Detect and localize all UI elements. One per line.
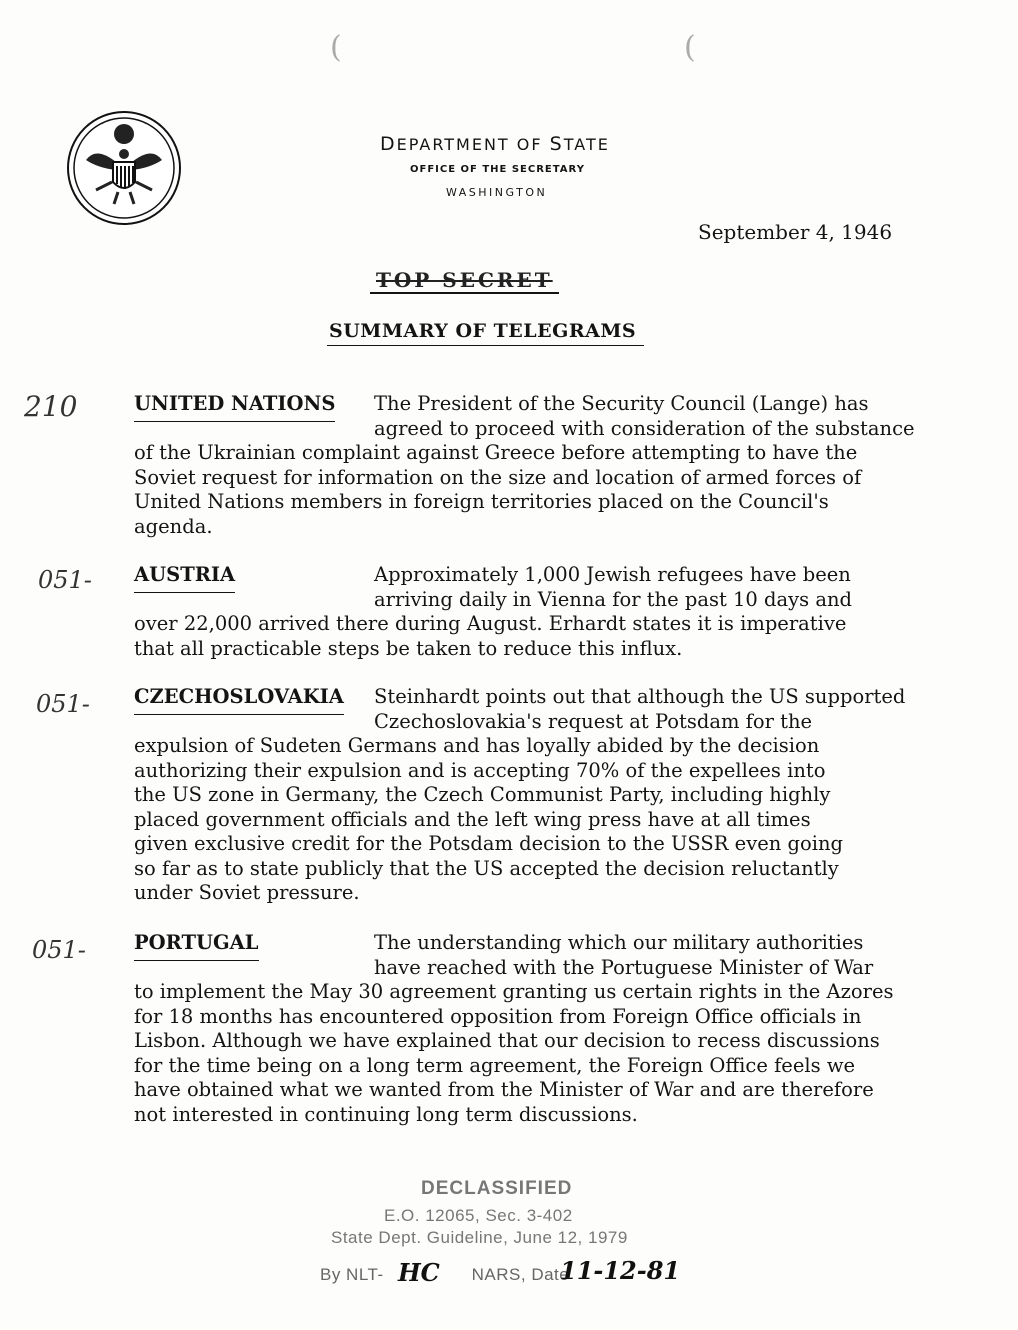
text-line: have reached with the Portuguese Minister of War xyxy=(374,955,874,979)
margin-note: 051- xyxy=(32,936,86,964)
text-line: Czechoslovakia's request at Potsdam for the xyxy=(374,709,813,733)
text-line: given exclusive credit for the Potsdam decision to the USSR even going xyxy=(134,832,844,855)
text-line: for the time being on a long term agreement, the Foreign Office feels we xyxy=(134,1053,856,1077)
office-name: OFFICE OF THE SECRETARY xyxy=(410,164,585,175)
stamp-by-prefix: By NLT- xyxy=(320,1265,384,1284)
section-heading: CZECHOSLOVAKIA xyxy=(134,685,344,715)
section-body xyxy=(134,980,894,1127)
section-body xyxy=(374,956,873,981)
declassified-stamp-by xyxy=(320,1265,569,1285)
text-line: Soviet request for information on the size and location of armed forces of xyxy=(134,465,862,489)
document-title: SUMMARY OF TELEGRAMS xyxy=(327,320,644,346)
section-heading: PORTUGAL xyxy=(134,931,259,961)
section-heading: AUSTRIA xyxy=(134,563,235,593)
section-heading: UNITED NATIONS xyxy=(134,392,335,422)
department-name: DEPARTMENT OF STATE xyxy=(380,133,610,155)
stamp-by-middle: NARS, Date xyxy=(471,1265,570,1284)
section-body xyxy=(134,441,861,539)
text-line: placed government officials and the left wing press have at all times xyxy=(134,807,811,831)
declassified-stamp-title: DECLASSIFIED xyxy=(421,1178,573,1199)
text-line: so far as to state publicly that the US accepted the decision reluctantly xyxy=(134,856,839,880)
margin-note: 051- xyxy=(36,690,90,718)
document-date: September 4, 1946 xyxy=(698,220,893,244)
text-line: over 22,000 arrived there during August. Erhardt states it is imperative xyxy=(134,612,847,635)
text-line: agenda. xyxy=(134,514,213,538)
scan-mark: ( xyxy=(330,30,342,65)
section-body xyxy=(134,612,846,661)
declassified-stamp-guideline: State Dept. Guideline, June 12, 1979 xyxy=(331,1228,628,1247)
text-line: the US zone in Germany, the Czech Communist Party, including highly xyxy=(134,783,831,806)
section-body xyxy=(374,588,852,613)
classification-marking: TOP SECRET xyxy=(370,268,559,294)
stamp-date: 11-12-81 xyxy=(560,1256,681,1285)
text-line: of the Ukrainian complaint against Greece before attempting to have the xyxy=(134,441,858,464)
text-line: United Nations members in foreign territories placed on the Council's xyxy=(134,490,829,513)
text-line: Lisbon. Although we have explained that our decision to recess discussions xyxy=(134,1029,880,1052)
section-body xyxy=(374,417,915,442)
text-line: for 18 months has encountered opposition from Foreign Office officials in xyxy=(134,1004,862,1028)
text-line: under Soviet pressure. xyxy=(134,881,360,904)
text-line: agreed to proceed with consideration of the substance xyxy=(374,416,915,440)
section-first-line: The understanding which our military authorities xyxy=(374,931,864,954)
margin-note: 210 xyxy=(24,390,78,423)
text-line: that all practicable steps be taken to reduce this influx. xyxy=(134,636,683,660)
text-line: expulsion of Sudeten Germans and has loyally abided by the decision xyxy=(134,734,820,757)
city-name: WASHINGTON xyxy=(446,186,548,199)
text-line: to implement the May 30 agreement granting us certain rights in the Azores xyxy=(134,980,894,1003)
text-line: arriving daily in Vienna for the past 10 days and xyxy=(374,587,853,611)
section-body xyxy=(134,734,843,906)
text-line: have obtained what we wanted from the Minister of War and are therefore xyxy=(134,1078,874,1101)
text-line: not interested in continuing long term discussions. xyxy=(134,1102,638,1126)
great-seal-icon xyxy=(66,110,182,226)
section-first-line: Approximately 1,000 Jewish refugees have been xyxy=(374,563,851,586)
text-line: authorizing their expulsion and is accepting 70% of the expellees into xyxy=(134,758,826,782)
stamp-initials: HC xyxy=(398,1258,440,1287)
section-first-line: Steinhardt points out that although the US supported xyxy=(374,685,906,708)
margin-note: 051- xyxy=(38,566,92,594)
section-body xyxy=(374,710,812,735)
declassified-stamp-authority: E.O. 12065, Sec. 3-402 xyxy=(384,1206,573,1225)
section-first-line: The President of the Security Council (Lange) has xyxy=(374,392,869,415)
scan-mark: ( xyxy=(684,30,696,65)
